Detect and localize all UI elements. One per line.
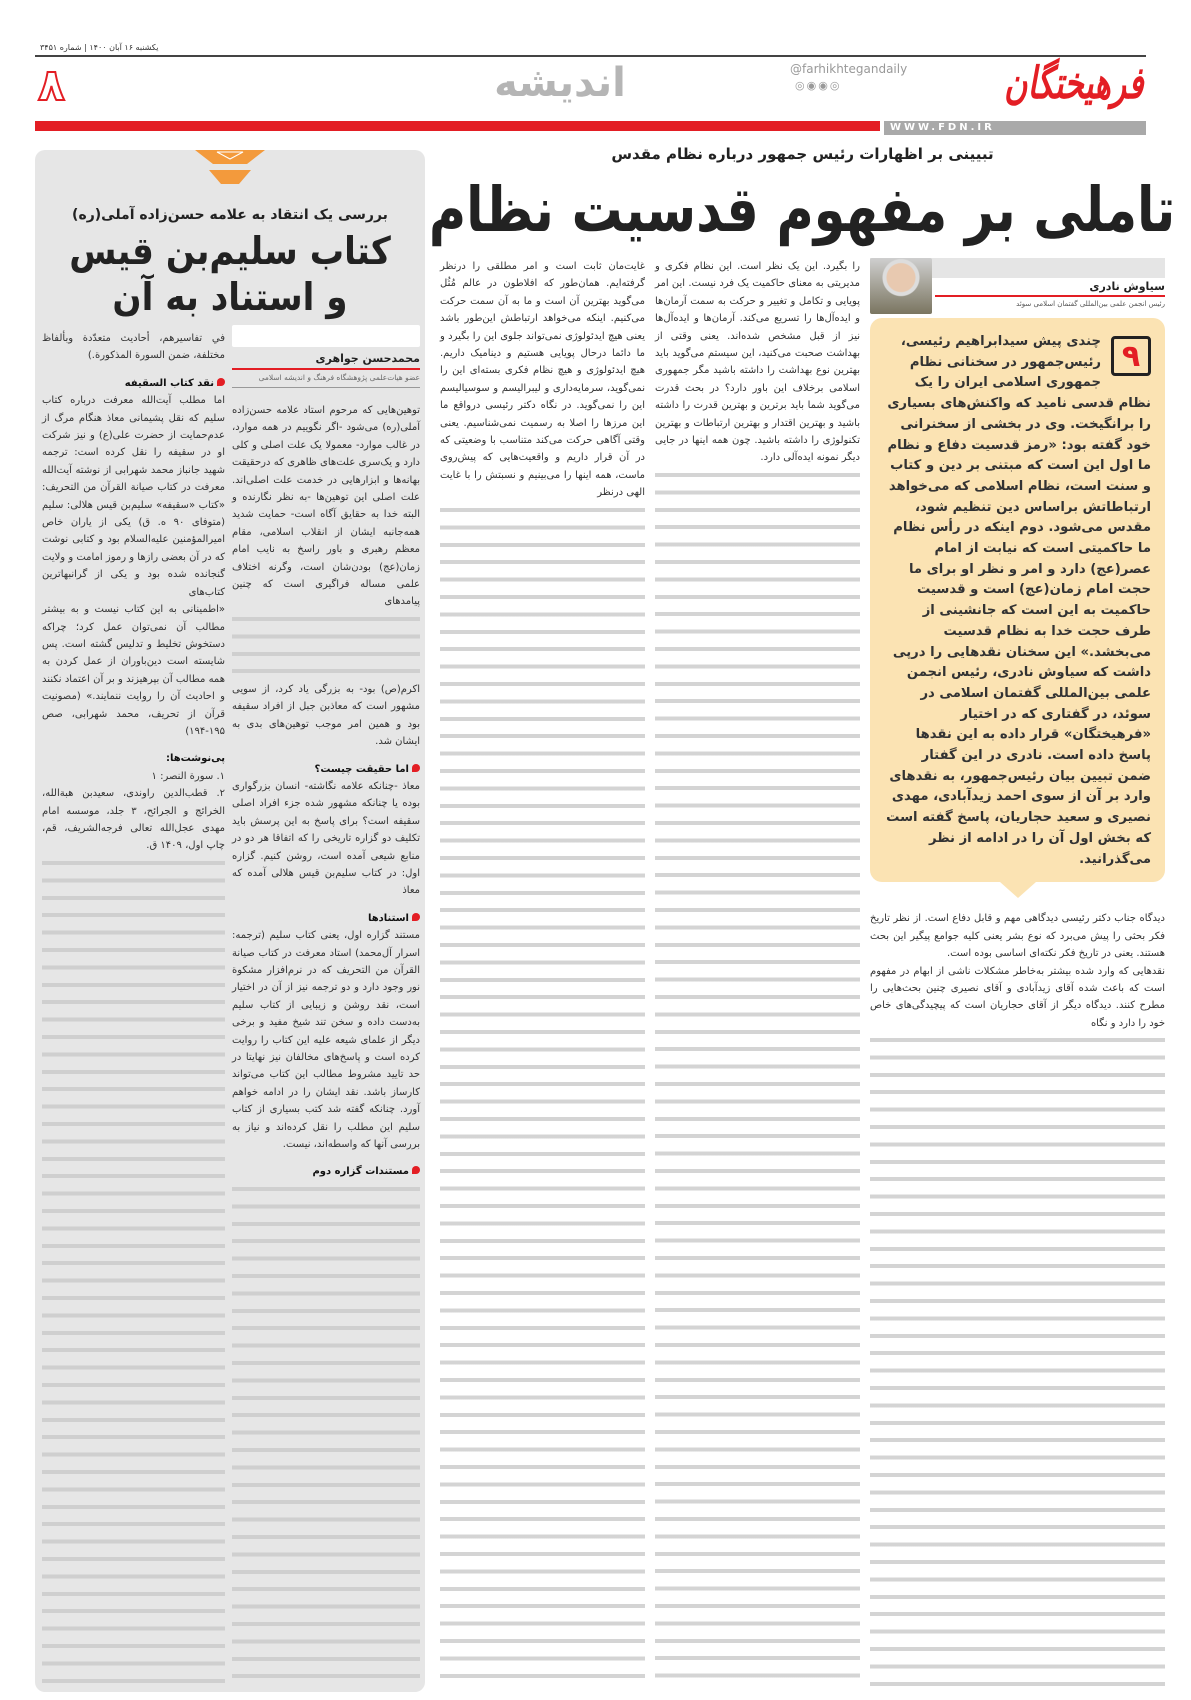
- author-divider: [935, 295, 1165, 297]
- text-continuation: [232, 611, 420, 681]
- paragraph: [232, 778, 420, 900]
- side-column-right: [232, 402, 420, 1687]
- quote-icon: ٩: [1111, 336, 1151, 376]
- lead-box: [870, 318, 1165, 882]
- author-role: رئیس انجمن علمی بین‌المللی گفتمان اسلامی سوئد: [1016, 300, 1165, 308]
- telegram-icon: ◉: [806, 79, 819, 92]
- side-column-left: [42, 330, 225, 1687]
- dateline: یکشنبه ۱۶ آبان ۱۴۰۰ | شماره ۳۴۵۱: [40, 43, 159, 52]
- text: مستند گزاره اول، یعنی کتاب سلیم (ترجمه: اسرار آل‌محمد) استاد معرفت در کتاب صیانة القرآن من التحریف که در نرم‌افزار مشکوة نور وجود دارد و دو ترجمه نیز از آن در اختیار است، نقد روشن و زیبایی از کتاب سلیم به‌دست داده و سخن تند شیخ مفید و برخی دیگر از علمای شیعه علیه این کتاب را روایت کرده است و پاسخ‌های مخالفان نیز نهایتا در حد تایید مشروط مطالب این کتاب می‌تواند کارساز باشد. نقد ایشان را در ادامه خواهم آورد. چنانکه گفته شد کتب بسیاری از کتاب سلیم این مطلب را نقل کرده‌اند و نیاز به بررسی آنها که واسطه‌اند، نیست.: [232, 930, 420, 1151]
- subheading: [232, 910, 420, 927]
- section-title: اندیشه: [494, 60, 626, 106]
- bullet-icon: [412, 1166, 420, 1174]
- header-rule: [35, 55, 1146, 57]
- text: ۱. سورة النصر: ۱: [151, 770, 225, 782]
- bullet-icon: [412, 913, 420, 921]
- footnotes-heading: [42, 750, 225, 767]
- main-column-1: [870, 318, 1165, 1690]
- paragraph: [232, 402, 420, 611]
- main-headline-wrap: [429, 170, 1176, 250]
- main-column-3: [440, 258, 645, 1690]
- text: استنادها: [367, 912, 409, 924]
- subheading: [232, 761, 420, 778]
- text-continuation: [655, 467, 860, 1690]
- text: في تفاسيرهم، أحاديث متعدّدة وبألفاظ مختلفة، ضمن السورة المذكورة.): [42, 333, 225, 362]
- instagram-icon: ◎: [795, 79, 807, 92]
- text: نقد کتاب السقیفه: [124, 377, 214, 389]
- social-icons: [795, 79, 841, 92]
- text: توهین‌هایی که مرحوم استاد علامه حسن‌زاده آملی(ره) می‌شود -اگر نگوییم در همه موارد، در غالب موارد- معمولا یک علت اصلی و کلی دارد و یک‌سری علت‌های ظاهری که درحقیقت بهانه‌ها و ابزارهایی در خدمت علت اصلی‌اند. علت اصلی این توهین‌ها -به نظر نگارنده و البته خدا به حقایق آگاه است- حمایت شدید همه‌جانبه ایشان از انقلاب اسلامی، مقام معظم رهبری و باور راسخ به نایب امام زمان(عج) بودن‌شان است، وگرنه اختلاف علمی مساله فراگیری است که چنین پیامدهای: [232, 405, 420, 608]
- text: ۲. قطب‌الدین راوندی، سعیدبن هبةالله، الخرائج و الجرائح، ۳ جلد، موسسه امام مهدی عجل‌الله تعالی فرجه‌الشریف، قم، چاپ اول، ۱۴۰۹ ق.: [42, 788, 225, 852]
- subheading: [232, 1163, 420, 1180]
- side-article-subtitle: بررسی یک انتقاد به علامه حسن‌زاده آملی(ره): [72, 207, 388, 223]
- bullet-icon: [412, 764, 420, 772]
- author-name: سیاوش نادری: [1089, 280, 1165, 293]
- twitter-icon: ◉: [818, 79, 830, 92]
- text-continuation: [440, 502, 645, 1690]
- paragraph: دیدگاه جناب دکتر رئیسی دیدگاهی مهم و قابل دفاع است. از نظر تاریخ فکر بحثی را پیش می‌برد که نوع بشر یعنی کلیه جوامع پیگیر این بحث هستند. یعنی در تاریخ فکر نکته‌ای اساسی بوده است.: [870, 913, 1165, 960]
- headline-line: و استناد به آن: [112, 275, 348, 319]
- text: اما حقیقت چیست؟: [314, 763, 409, 775]
- author-photo: [870, 258, 932, 314]
- author-rule: [232, 387, 420, 388]
- web-icon: ◎: [829, 79, 842, 92]
- subheading: [42, 375, 225, 392]
- paragraph: [42, 601, 225, 740]
- headline-line: کتاب سلیم‌بن قیس: [69, 229, 391, 273]
- text: مستندات گزاره دوم: [312, 1166, 409, 1178]
- author-name: محمدحسن جواهری: [315, 352, 420, 365]
- lead-box-pointer: [1000, 882, 1036, 898]
- text: اکرم(ص) بود- به بزرگی یاد کرد، از سویی مشهور است که معاذبن جبل از افراد سقیفه بود و همین امر موجب توهین‌های بدی به ایشان شد.: [232, 683, 420, 748]
- author-role: عضو هیات‌علمی پژوهشگاه فرهنگ و اندیشه اسلامی: [258, 373, 420, 382]
- lead-text: چندی پیش سیدابراهیم رئیسی، رئیس‌جمهور در سخنانی نظام جمهوری اسلامی ایران را یک نظام قدسی نامید که واکنش‌های بسیاری را برانگیخت. وی در بخشی از سخنرانی خود گفته بود: «رمز قدسیت دفاع و نظام ما اول این است که مبتنی بر دین و کتاب و سنت است، نظام اسلامی که می‌خواهد ارتباطاتش براساس دین تنظیم شود، مقدس می‌شود. دوم اینکه در رأس نظام ما حاکمیتی است که نیابت از امام عصر(عج) دارد و امر و نظر او برای ما حجت امام زمان(عج) است و قدسیت حاکمیت به این است که جانشینی از طرف حجت خدا به نظام قدسیت می‌بخشد.» این سخنان نقدهایی را درپی داشت که سیاوش نادری، رئیس انجمن علمی بین‌المللی گفتمان اسلامی در سوئد، در گفتاری که در اختیار «فرهیختگان» قرار داده به این نقدها پاسخ داده است. نادری در این گفتار ضمن تبیین بیان رئیس‌جمهور، به نقدهای وارد بر آن از سوی احمد زیدآبادی، مهدی نصیری و سعید حجاریان، پاسخ گفته است که بخش اول آن را در ادامه از نظر می‌گذرانید.: [886, 334, 1151, 867]
- paragraph: [42, 392, 225, 601]
- text: پی‌نوشت‌ها:: [165, 753, 225, 765]
- paragraph: [42, 330, 225, 365]
- text: «اطمینانی به این کتاب نیست و به بیشتر مطالب آن نمی‌توان عمل کرد؛ چراکه دستخوش تخلیط و تدلیس گشته است. پس شایسته است دین‌باوران از عمل کردن به همه مطالب آن بپرهیزند و بر آن اعتماد نکنند و احادیث آن را روایت ننمایند.» (مصونیت قرآن از تحریف، محمد شهرابی، صص ۱۹۵-۱۹۴): [42, 604, 225, 737]
- paragraph: را بگیرد. این یک نظر است. این نظام فکری و مدیریتی به معنای حاکمیت یک فرد نیست. این امر پویایی و تکامل و تغییر و حرکت به سمت آرمان‌ها و ایده‌آل‌ها را تسریع می‌کند. آرمان‌ها و ایده‌آل‌ها نیز از قبل مشخص شده‌اند. یعنی وقتی از بهداشت صحبت می‌کنید، این سیستم می‌گوید باید بهترین نوع بهداشت را داشته باشید مگر جمهوری اسلامی برخلاف این باور دارد؟ در بحث قدرت می‌گوید شما باید برترین و بهترین قدرت را داشته باشید و بهترین اقتدار و بهترین ارتباطات و بهترین تکنولوژی را داشته باشید. چون همه اینها در جایی دیگر نمونه ایده‌آلی دارد.: [655, 261, 860, 464]
- website-url: WWW.FDN.IR: [884, 121, 1146, 135]
- text-continuation: [42, 855, 225, 1687]
- social-handle: @farhikhtegandaily: [790, 62, 908, 76]
- page-number: ۸: [38, 60, 65, 111]
- chevron-down-icon: [195, 150, 265, 188]
- text-continuation: [870, 1032, 1165, 1690]
- author-divider: [232, 368, 420, 370]
- author-banner: [232, 325, 420, 347]
- newspaper-logo: فرهیختگان: [1003, 58, 1143, 109]
- main-article-headline: تاملی بر مفهوم قدسیت نظام: [429, 173, 1176, 246]
- side-article-headline: [40, 228, 420, 320]
- paragraph: [232, 681, 420, 751]
- paragraph: [42, 785, 225, 855]
- text: اما مطلب آیت‌الله معرفت درباره کتاب سلیم که نقل پشیمانی معاذ هنگام مرگ از عدم‌حمایت از حضرت علی(ع) و نیز شرکت او در سقیفه را نقل کرده است: ترجمه شهید جانباز محمد شهرابی از نوشته آیت‌الله معرفت در کتاب صیانة القرآن من التحریف: «کتاب «سقیفه» سلیم‌بن قیس هلالی: سلیم (متوفای ۹۰ ه. ق) یکی از یاران خاص امیرالمؤمنین علیه‌السلام بود و کتابی نوشت که در آن بعضی رازها و رموز امامت و ولایت گنجانده شده بود و یکی از گرانبهاترین کتاب‌های: [42, 395, 226, 598]
- text-continuation: [232, 1181, 420, 1687]
- header-red-bar: [35, 121, 880, 131]
- paragraph: نقدهایی که وارد شده بیشتر به‌خاطر مشکلات ناشی از ابهام در مفهوم است که باعث شده آقای زیدآبادی و آقای نصیری چنین بحث‌هایی را مطرح کنند. دیدگاه دیگر از آقای حجاریان است که پیچیدگی‌های خاص خود را دارد و نگاه: [870, 965, 1165, 1029]
- text: معاذ -چنانکه علامه نگاشته- انسان بزرگواری بوده یا چنانکه مشهور شده جزء افراد اصلی سقیفه است؟ برای پاسخ به این پرسش باید تکلیف دو گزاره تاریخی را که اتفاقا هر دو در منابع شیعی آمده است، روشن کنیم. گزاره اول: در کتاب سلیم‌بن قیس هلالی آمده که معاذ: [232, 780, 420, 897]
- main-column-2: [655, 258, 860, 1690]
- author-box: [870, 258, 1165, 314]
- side-author-box: [232, 325, 420, 397]
- paragraph: غایت‌مان ثابت است و امر مطلقی را درنظر گرفته‌ایم. همان‌طور که افلاطون در عالم مُثُل می‌گوید بهترین آن است و ما به آن سمت حرکت می‌کنیم. اینکه می‌خواهد ارتباطش این‌طور باشد یعنی هیچ ایدئولوژی نمی‌تواند جلوی این را بگیرد و ما دائما درحال پویایی هستیم و دینامیک داریم. هیچ ایدئولوژی و هیچ نظام فکری بسته‌ای این را نمی‌گوید، سرمایه‌داری و لیبرالیسم و سوسیالیسم این را نمی‌گوید. در نگاه دکتر رئیسی درواقع ما این مرزها را اصلا به رسمیت نمی‌شناسیم. یعنی وقتی آگاهی حرکت می‌کند متناسب با وضعیتی که در آن قرار داریم و واقعیت‌هایی که پیش‌روی ماست، همه اینها را می‌بینیم و نسبتش را با غایت الهی درنظر: [440, 261, 645, 499]
- paragraph: [42, 768, 225, 785]
- main-article-subtitle: تبیینی بر اظهارات رئیس جمهور درباره نظام مقدس: [611, 145, 994, 163]
- paragraph: [232, 927, 420, 1153]
- bullet-icon: [217, 378, 225, 386]
